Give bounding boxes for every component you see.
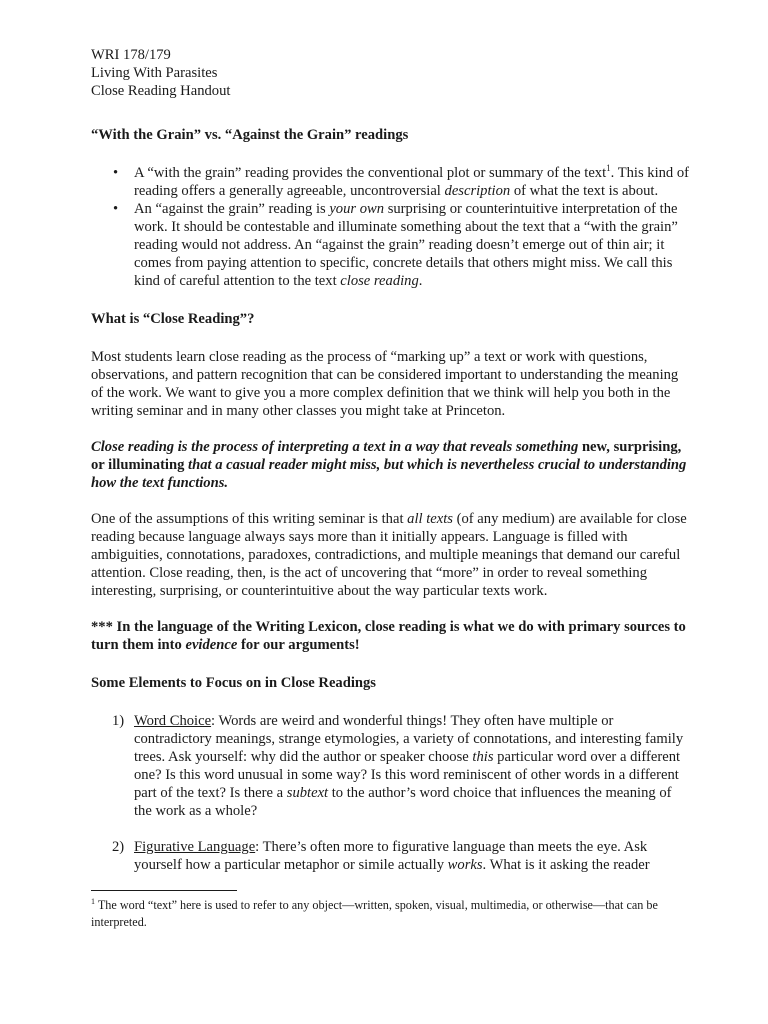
footnote-ref: 1 [606,163,611,174]
list-item-word-choice: 1) Word Choice: Words are weird and wonderful things! They often have multiple or contradictory meanings, strange etymologies, a variety of connotations, and interesting family trees. Ask yourself: why did the author or speaker choose this particular word over a different one? Is this word unusual in some way? Is this word reminiscent of other words in a different part of the text? Is there a subtext to the author’s word choice that influences the meaning of the work as a whole? [112,713,684,819]
list-number: 1) [112,713,125,729]
seminar-title: Living With Parasites [91,65,218,81]
paragraph-intro: Most students learn close reading as the process of “marking up” a text or work with questions, observations, and pattern recognition that can be considered important to understanding the meaning of the work. We want to give you a more complex definition that we think will help you both in the writing seminar and in many other classes you might take at Princeton. [91,349,679,419]
bullet-icon: • [113,201,119,217]
footnote-text: The word “text” here is used to refer to any object—written, spoken, visual, multimedia, or otherwise—that can be interpreted. [91,898,658,929]
term-word-choice: Word Choice [134,713,212,729]
lexicon-callout: *** In the language of the Writing Lexicon, close reading is what we do with primary sources to turn them into evidence for our arguments! [91,619,686,653]
list-item-figurative-language: 2) Figurative Language: There’s often more to figurative language than meets the eye. Ask yourself how a particular metaphor or simile actually works. What is it asking the reader [112,839,650,873]
handout-title: Close Reading Handout [91,83,231,99]
bullet-item-against-grain: • An “against the grain” reading is your own surprising or counterintuitive interpretation of the work. It should be contestable and illuminate something about the text that a “with the grain” reading would not address. An “against the grain” reading doesn’t emerge out of thin air; it comes from paying attention to specific, concrete details that others might miss. We call this kind of careful attention to the text close reading. [113,201,678,289]
bullet-icon: • [113,165,119,181]
document-header [91,46,691,100]
course-code: WRI 178/179 [91,47,171,63]
list-number: 2) [112,839,125,855]
elements-list [91,712,691,874]
footnote-marker: 1 [91,896,95,906]
paragraph-assumptions: One of the assumptions of this writing seminar is that all texts (of any medium) are available for close reading because language always says more than it initially appears. Language is filled with ambiguities, connotations, paradoxes, contradictions, and multiple meanings that demand our careful attention. Close reading, then, is the act of uncovering that “more” in order to reveal something interesting, surprising, or counterintuitive about the way particular texts work. [91,511,687,599]
grain-bullet-list [91,164,691,290]
section-heading-close-reading: What is “Close Reading”? [91,311,255,327]
bullet-item-with-grain: • A “with the grain” reading provides the conventional plot or summary of the text$^1$. This kind of reading offers a generally agreeable, uncontroversial description of what the text is about. [113,163,690,199]
document-page [91,46,691,874]
term-figurative-language: Figurative Language [134,839,256,855]
footnote [91,897,691,931]
footnote-divider [91,890,237,891]
section-heading-elements: Some Elements to Focus on in Close Readings [91,675,376,691]
definition-paragraph: Close reading is the process of interpreting a text in a way that reveals something new, surprising, or illuminating that a casual reader might miss, but which is nevertheless crucial to understanding how the text functions. [91,439,687,491]
section-heading-grain: “With the Grain” vs. “Against the Grain” readings [91,127,409,143]
